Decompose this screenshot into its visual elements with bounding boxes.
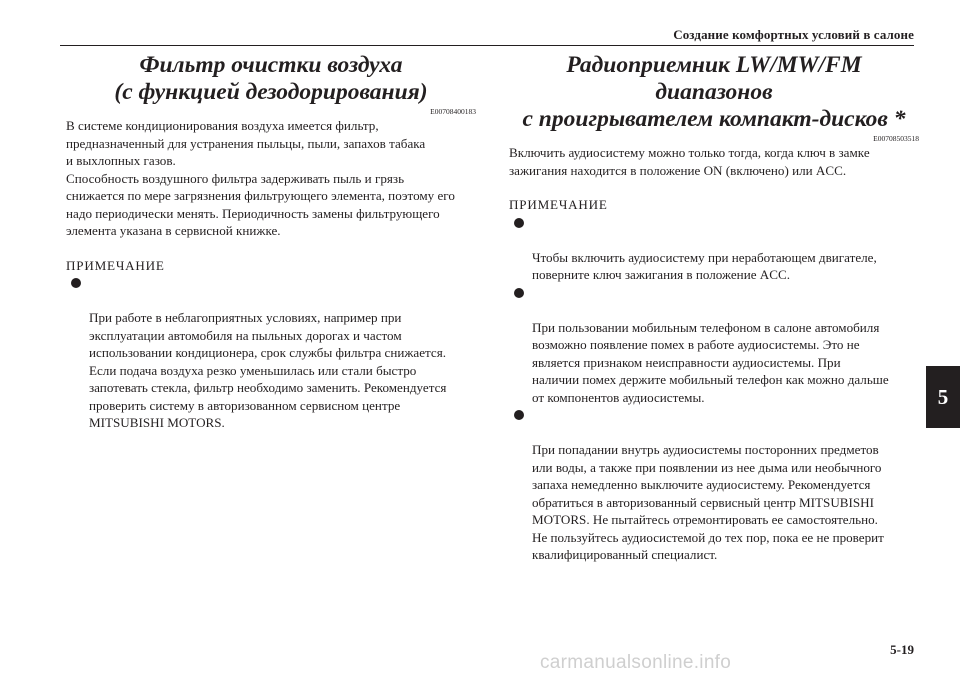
header-rule (60, 45, 914, 46)
note-text: Чтобы включить аудиосистему при неработающем двигателе, поверните ключ зажигания в положение ACC. (532, 249, 877, 282)
chapter-tab (926, 366, 960, 428)
bullet-icon (514, 410, 524, 420)
body-paragraph: Способность воздушного фильтра задерживать пыль и грязь снижается по мере загрязнения фильтрующего элемента, поэтому его надо периодически менять. Периодичность замены фильтрующего элемента указана в сервисной книжке. (66, 170, 455, 238)
title-line-1: Радиоприемник LW/MW/FM диапазонов (566, 52, 862, 105)
title-line-2: с проигрывателем компакт-дисков * (522, 106, 906, 132)
left-column (66, 52, 476, 432)
right-column (509, 52, 919, 564)
bullet-icon (514, 288, 524, 298)
note-text: При работе в неблагоприятных условиях, например при эксплуатации автомобиля на пыльных дорогах и частом использовании кондиционера, срок службы фильтра снижается. Если подача воздуха резко уменьшилась или стали быстро запотевать стекла, фильтр необходимо заменить. Рекомендуется проверить систему в авторизованном сервисном центре MITSUBISHI MOTORS. (89, 310, 447, 430)
section-code: E00708400183 (430, 107, 476, 116)
section-code: E00708503518 (873, 134, 919, 143)
section-title-air-filter (66, 52, 476, 106)
body-paragraph: Включить аудиосистему можно только тогда, когда ключ в замке зажигания находится в положение ON (включено) или ACC. (509, 145, 870, 178)
running-header: Создание комфортных условий в салоне (673, 27, 914, 42)
note-text: При пользовании мобильным телефоном в салоне автомобиля возможно появление помех в работе аудиосистемы. Это не является признаком неисправности аудиосистемы. При наличии помех держите мобильный телефон как можно дальше от компонентов аудиосистемы. (532, 319, 889, 405)
watermark: carmanualsonline.info (540, 652, 732, 673)
note-item (509, 406, 919, 564)
chapter-number: 5 (937, 385, 949, 409)
bullet-icon (514, 218, 524, 228)
note-heading: ПРИМЕЧАНИЕ (66, 257, 165, 273)
note-item (509, 214, 919, 284)
note-item (509, 284, 919, 407)
note-text: При попадании внутрь аудиосистемы посторонних предметов или воды, а также при появлении из нее дыма или необычного запаха немедленно выключите аудиосистему. Рекомендуется обратиться в авторизованный сервисный центр MITSUBISHI MOTORS. Не пытайтесь отремонтировать ее самостоятельно. Не пользуйтесь аудиосистемой до тех пор, пока ее не проверит квалифицированный специалист. (532, 442, 884, 562)
title-line-1: Фильтр очистки воздуха (139, 52, 403, 78)
page-number: 5-19 (890, 642, 914, 657)
section-title-radio (509, 52, 919, 133)
bullet-icon (71, 278, 81, 288)
body-paragraph: В системе кондиционирования воздуха имеется фильтр, предназначенный для устранения пыльцы, пыли, запахов табака и выхлопных газов. (66, 118, 426, 168)
title-line-2: (с функцией дезодорирования) (114, 79, 428, 105)
note-item (66, 274, 476, 432)
note-heading: ПРИМЕЧАНИЕ (509, 197, 608, 212)
